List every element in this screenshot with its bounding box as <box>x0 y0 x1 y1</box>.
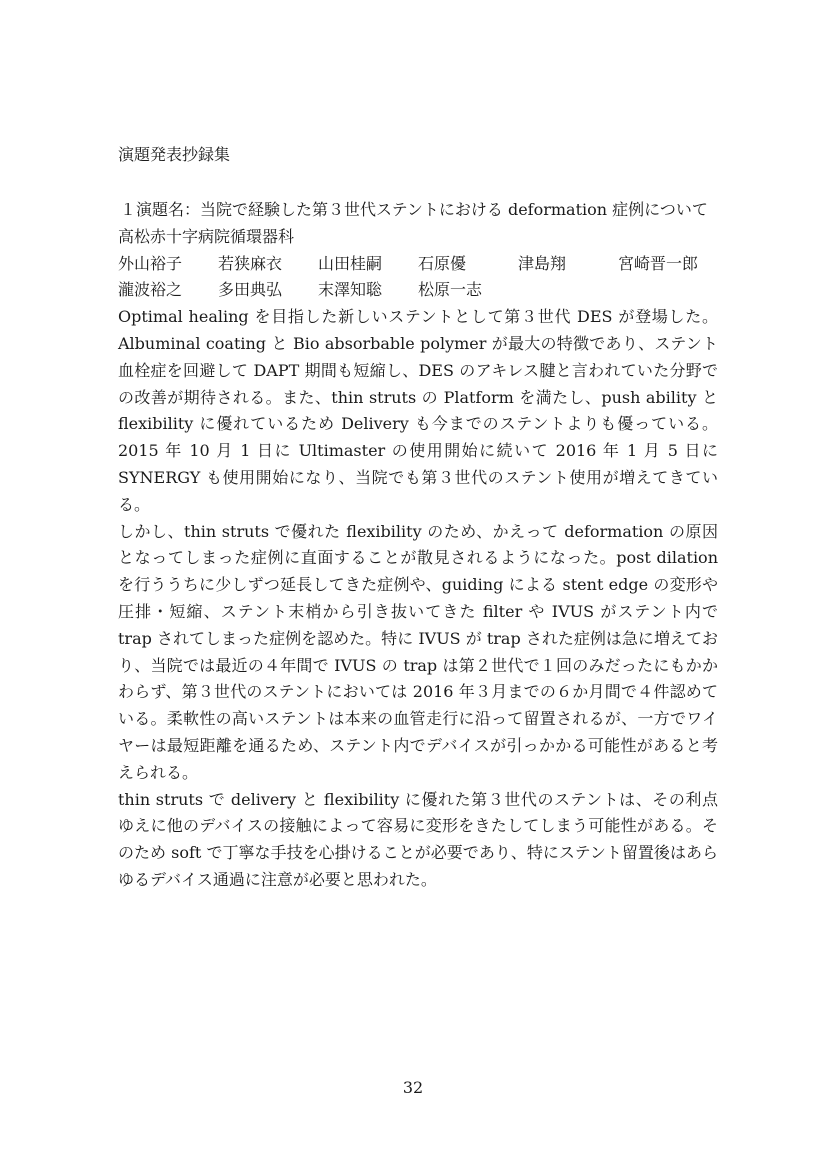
authors-row-2 <box>118 277 718 304</box>
body-paragraph: thin struts で delivery と flexibility に優れた第３世代のステントは、その利点ゆえに他のデバイスの接触によって容易に変形をきたしてしまう可能性がある。そのため soft で丁寧な手技を心掛けることが必要であり、特にステント留置後はあらゆるデバイス通過に注意が必要と思われた。 <box>118 789 718 889</box>
author-name: 津島翔 <box>518 253 567 273</box>
section-heading: 演題発表抄録集 <box>118 145 231 164</box>
author-name: 宮崎晋一郎 <box>618 253 699 273</box>
author-name: 末澤知聡 <box>318 280 383 300</box>
abstract <box>118 197 718 894</box>
page-number: 32 <box>402 1078 424 1097</box>
author-name: 外山裕子 <box>118 253 183 273</box>
author-name: 若狭麻衣 <box>218 253 283 273</box>
abstract-title: １演題名：当院で経験した第３世代ステントにおける deformation 症例について <box>120 200 708 219</box>
affiliation: 高松赤十字病院循環器科 <box>118 226 295 246</box>
author-name: 石原優 <box>418 253 467 273</box>
author-name: 多田典弘 <box>218 280 283 300</box>
author-name: 山田桂嗣 <box>318 253 383 273</box>
authors-row-1 <box>118 251 718 278</box>
author-name: 松原一志 <box>418 280 483 300</box>
body-paragraph: Optimal healing を目指した新しいステントとして第３世代 DES が登場した。Albuminal coating と Bio absorbable polymer が最大の特徴であり、ステント血栓症を回避して DAPT 期間も短縮し、DES のアキレス腱と言われていた分野での改善が期待される。また、thin struts の Platform を満たし、push ability と flexibility に優れているため Delivery も今までのステントよりも優っている。2015 年 10 月 1 日に Ultimaster の使用開始に続いて 2016 年 1 月 5 日に SYNERGY も使用開始になり、当院でも第３世代のステント使用が増えてきている。 <box>118 307 718 514</box>
body-paragraph: しかし、thin struts で優れた flexibility のため、かえって deformation の原因となってしまった症例に直面することが散見されるようになった。post dilation を行ううちに少しずつ延長してきた症例や、guiding による stent edge の変形や圧排・短縮、ステント末梢から引き抜いてきた filter や IVUS がステント内で trap されてしまった症例を認めた。特に IVUS が trap された症例は急に増えており、当院では最近の４年間で IVUS の trap は第２世代で１回のみだったにもかかわらず、第３世代のステントにおいては 2016 年３月までの６か月間で４件認めている。柔軟性の高いステントは本来の血管走行に沿って留置されるが、一方でワイヤーは最短距離を通るため、ステント内でデバイスが引っかかる可能性があると考えられる。 <box>118 521 718 782</box>
author-name: 瀧波裕之 <box>118 280 183 300</box>
